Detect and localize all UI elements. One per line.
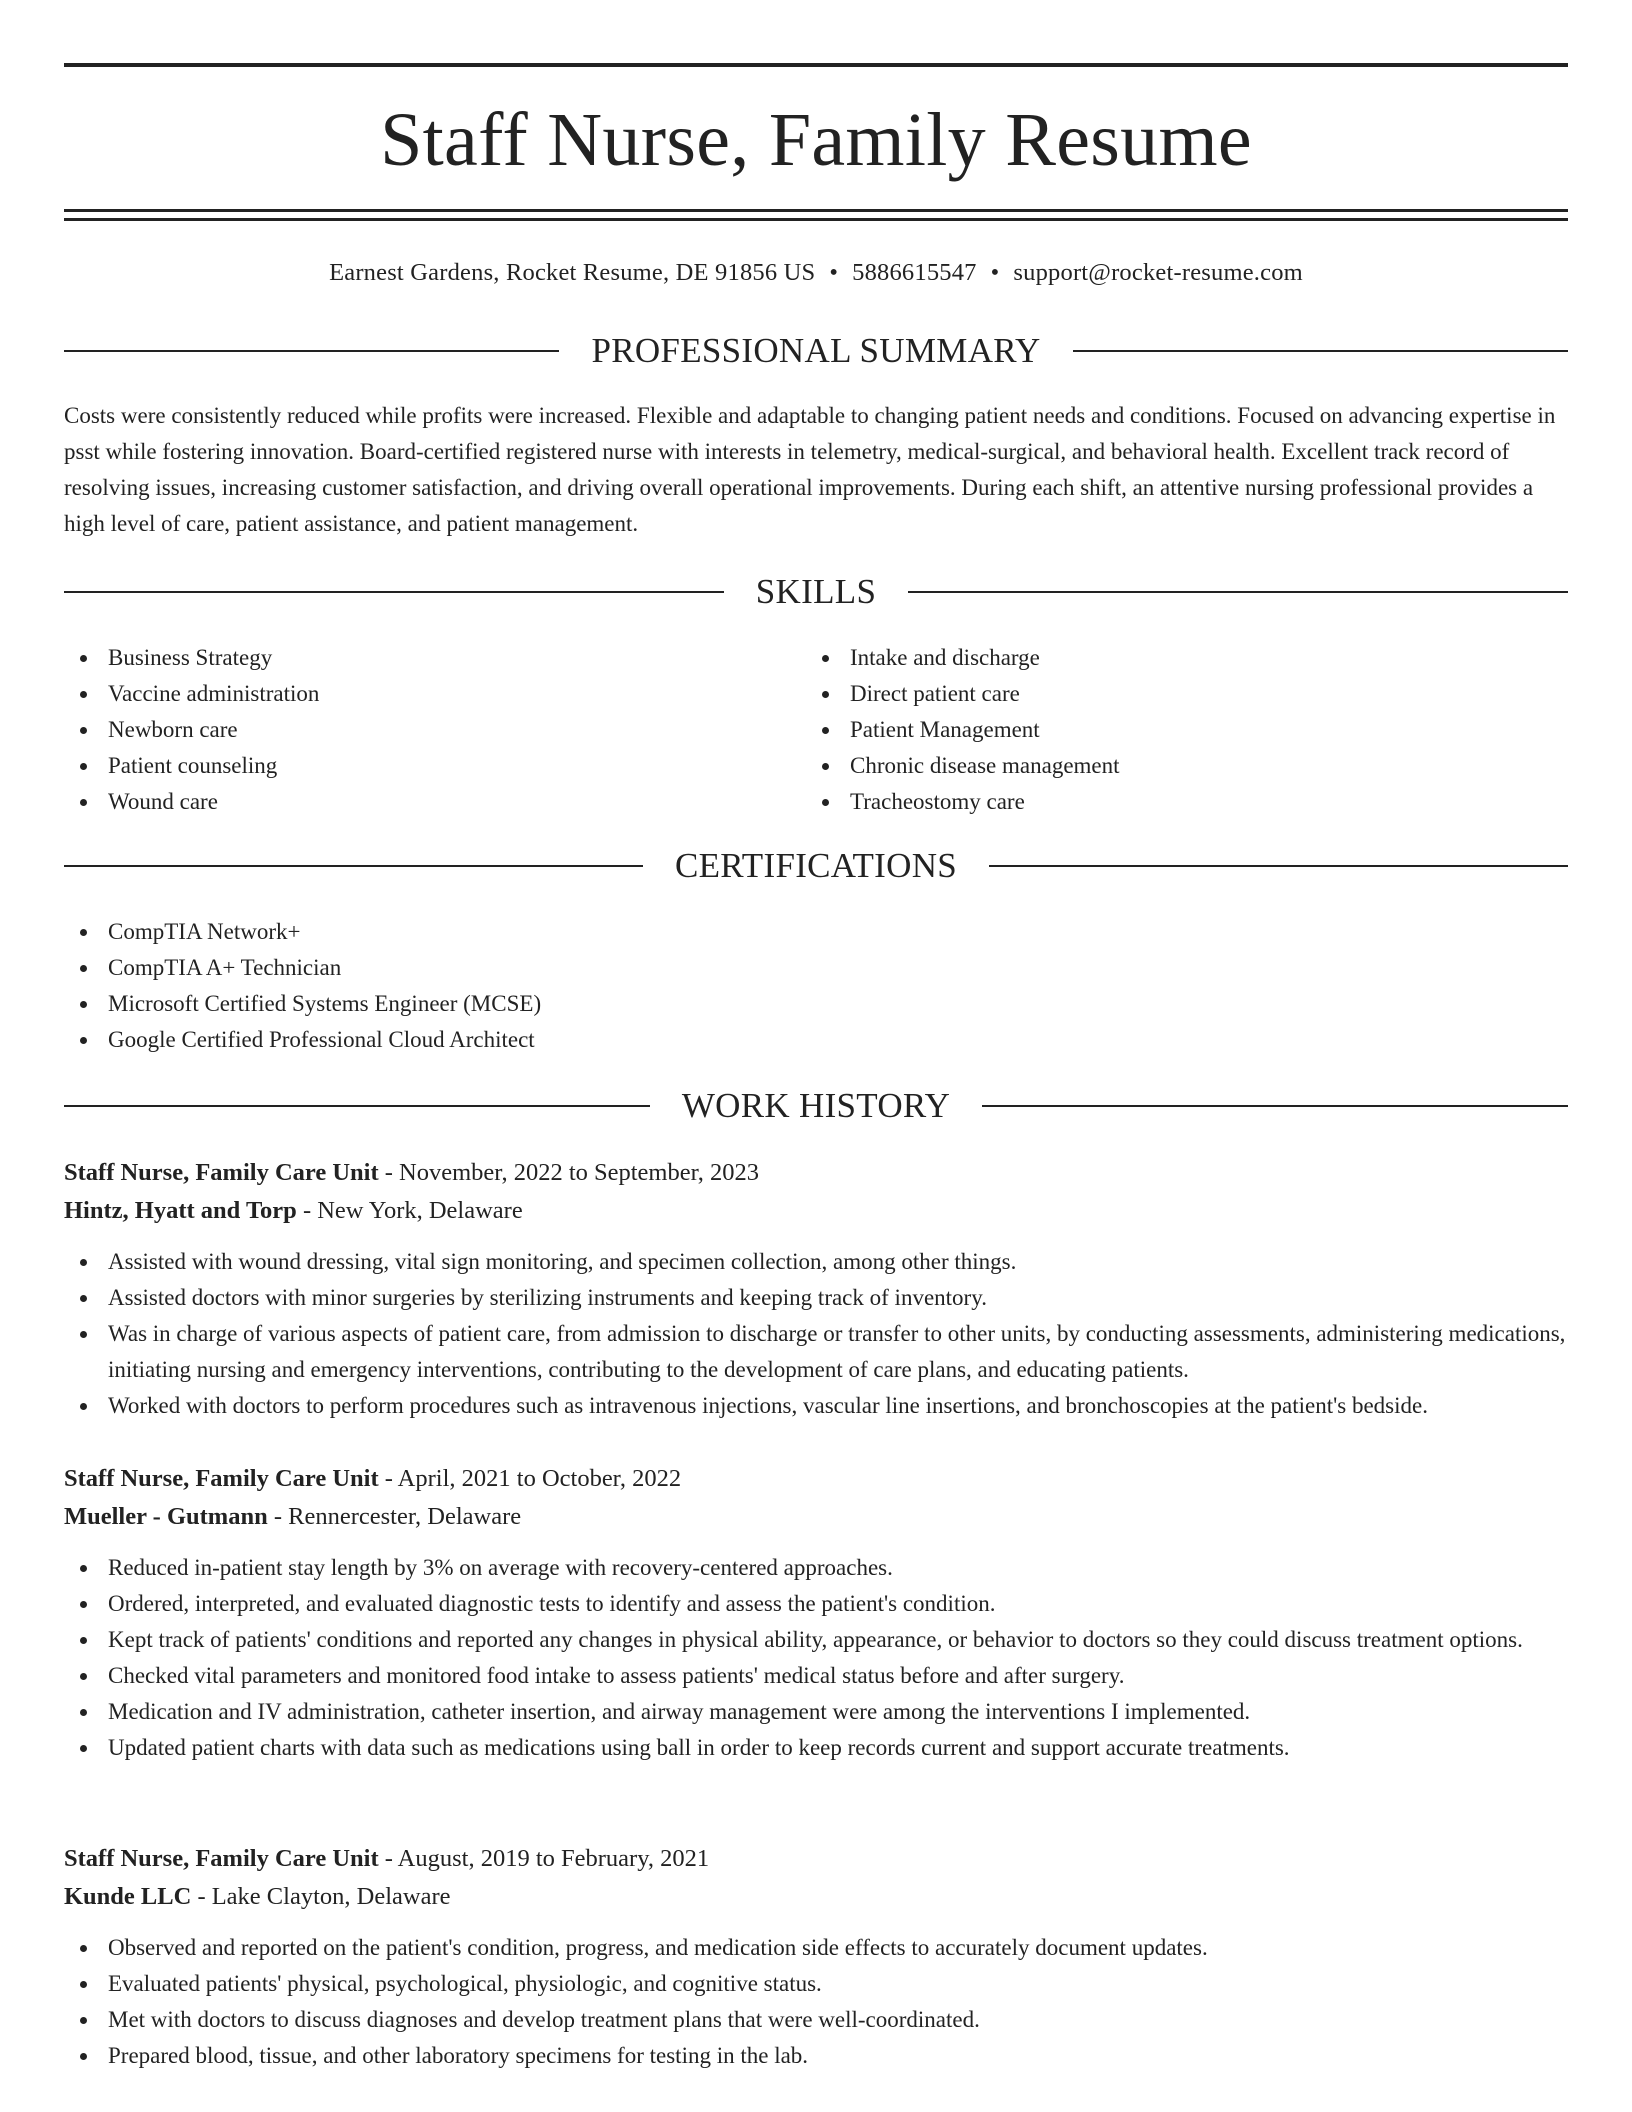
contact-email: support@rocket-resume.com (1013, 259, 1303, 286)
job-bullet: Updated patient charts with data such as medications using ball in order to keep records current and support accurate treatments. (64, 1730, 1568, 1766)
job-bullet: Ordered, interpreted, and evaluated diagnostic tests to identify and assess the patient's condition. (64, 1586, 1568, 1622)
top-rule (64, 63, 1568, 67)
job-title-line (64, 1460, 1568, 1498)
job-employer: Hintz, Hyatt and Torp (64, 1197, 297, 1224)
summary-text: Costs were consistently reduced while profits were increased. Flexible and adaptable to changing patient needs and conditions. Focused on advancing expertise in psst while fostering innovation. Board-certified registered nurse with interests in telemetry, medical-surgical, and behavioral health. Excellent track record of resolving issues, increasing customer satisfaction, and driving overall operational improvements. During each shift, an attentive nursing professional provides a high level of care, patient assistance, and patient management. (64, 403, 1556, 536)
title-double-rule (64, 209, 1568, 221)
job-bullet: Met with doctors to discuss diagnoses and develop treatment plans that were well-coordinated. (64, 2002, 1568, 2038)
job-title-line (64, 1840, 1568, 1878)
certification-item: Google Certified Professional Cloud Architect (64, 1022, 1568, 1058)
job-bullet: Prepared blood, tissue, and other laboratory specimens for testing in the lab. (64, 2038, 1568, 2074)
job-employer-line (64, 1192, 1568, 1230)
heading-rule-left (64, 591, 724, 593)
job-bullets (64, 1244, 1568, 1424)
heading-rule-right (989, 865, 1568, 867)
job-bullet: Worked with doctors to perform procedures such as intravenous injections, vascular line insertions, and bronchoscopies at the patient's bedside. (64, 1388, 1568, 1424)
skill-item: Tracheostomy care (806, 784, 1548, 820)
job-title: Staff Nurse, Family Care Unit (64, 1465, 379, 1492)
certification-item: Microsoft Certified Systems Engineer (MCSE) (64, 986, 1568, 1022)
skills-list (64, 640, 1568, 820)
job-employer: Kunde LLC (64, 1883, 192, 1910)
section-title: SKILLS (755, 572, 877, 611)
section-heading-certifications (64, 846, 1568, 886)
skill-item: Business Strategy (64, 640, 806, 676)
job-bullet: Reduced in-patient stay length by 3% on average with recovery-centered approaches. (64, 1550, 1568, 1586)
job-bullet: Observed and reported on the patient's condition, progress, and medication side effects to accurately document updates. (64, 1930, 1568, 1966)
resume-page (64, 0, 1568, 2068)
job-bullet: Kept track of patients' conditions and reported any changes in physical ability, appearance, or behavior to doctors so they could discuss treatment options. (64, 1622, 1568, 1658)
job-bullet: Medication and IV administration, catheter insertion, and airway management were among the interventions I implemented. (64, 1694, 1568, 1730)
resume-title: Staff Nurse, Family Resume (380, 98, 1252, 182)
heading-rule-left (64, 1105, 650, 1107)
job-bullet: Checked vital parameters and monitored food intake to assess patients' medical status before and after surgery. (64, 1658, 1568, 1694)
job-dates: - August, 2019 to February, 2021 (378, 1845, 710, 1872)
job-bullet: Assisted with wound dressing, vital sign monitoring, and specimen collection, among other things. (64, 1244, 1568, 1280)
contact-phone: 5886615547 (852, 259, 977, 286)
skills-column-left (64, 640, 806, 820)
heading-rule-left (64, 865, 643, 867)
skill-item: Patient counseling (64, 748, 806, 784)
job-title-line (64, 1154, 1568, 1192)
skill-item: Intake and discharge (806, 640, 1548, 676)
job-dates: - April, 2021 to October, 2022 (378, 1465, 682, 1492)
certification-item: CompTIA A+ Technician (64, 950, 1568, 986)
job-employer: Mueller - Gutmann (64, 1503, 268, 1530)
job-location: - New York, Delaware (296, 1197, 523, 1224)
section-heading-skills (64, 572, 1568, 612)
job-employer-line (64, 1878, 1568, 1916)
certifications-list (64, 914, 1568, 1058)
job-title: Staff Nurse, Family Care Unit (64, 1159, 379, 1186)
heading-rule-right (982, 1105, 1568, 1107)
skill-item: Patient Management (806, 712, 1548, 748)
skill-item: Wound care (64, 784, 806, 820)
heading-rule-right (908, 591, 1568, 593)
skill-item: Vaccine administration (64, 676, 806, 712)
section-heading-work-history (64, 1086, 1568, 1126)
skill-item: Direct patient care (806, 676, 1548, 712)
job-entry (64, 1154, 1568, 1424)
certification-item: CompTIA Network+ (64, 914, 1568, 950)
job-bullets (64, 1930, 1568, 2074)
heading-rule-right (1073, 350, 1568, 352)
contact-line (64, 258, 1568, 288)
skill-item: Newborn care (64, 712, 806, 748)
job-bullets (64, 1550, 1568, 1766)
job-entry (64, 1460, 1568, 1766)
job-bullet: Assisted doctors with minor surgeries by sterilizing instruments and keeping track of inventory. (64, 1280, 1568, 1316)
section-heading-summary (64, 331, 1568, 371)
skills-column-right (806, 640, 1548, 820)
job-bullet: Was in charge of various aspects of patient care, from admission to discharge or transfer to other units, by conducting assessments, administering medications, initiating nursing and emergency interventions, contributing to the development of care plans, and educating patients. (64, 1316, 1568, 1388)
section-title: WORK HISTORY (681, 1086, 951, 1125)
job-dates: - November, 2022 to September, 2023 (378, 1159, 760, 1186)
heading-rule-left (64, 350, 559, 352)
section-title: PROFESSIONAL SUMMARY (591, 331, 1041, 370)
skill-item: Chronic disease management (806, 748, 1548, 784)
job-employer-line (64, 1498, 1568, 1536)
contact-address: Earnest Gardens, Rocket Resume, DE 91856 US (329, 259, 816, 286)
job-location: - Lake Clayton, Delaware (191, 1883, 451, 1910)
job-title: Staff Nurse, Family Care Unit (64, 1845, 379, 1872)
job-bullet: Evaluated patients' physical, psychological, physiologic, and cognitive status. (64, 1966, 1568, 2002)
contact-separator: • (829, 259, 839, 286)
job-entry (64, 1840, 1568, 2074)
contact-separator: • (990, 259, 1000, 286)
section-title: CERTIFICATIONS (674, 846, 958, 885)
job-location: - Rennercester, Delaware (267, 1503, 522, 1530)
